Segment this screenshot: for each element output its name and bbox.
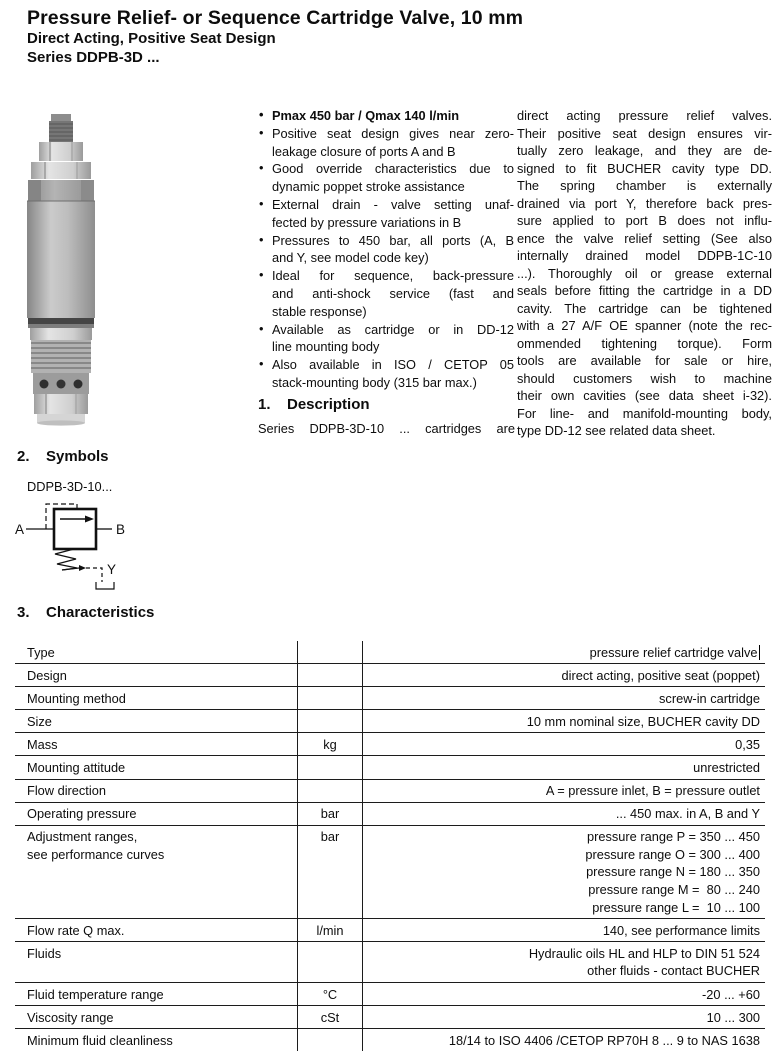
row-unit (297, 710, 363, 732)
text-line: Mounting method (27, 690, 126, 706)
row-value (363, 1006, 765, 1028)
section-title: Characteristics (46, 604, 155, 621)
symbols-heading (17, 448, 109, 465)
row-label (15, 733, 297, 755)
text-line: direct acting pressure relief valves. (517, 108, 772, 123)
text-line: 0,35 (735, 736, 760, 752)
page-subtitle: Direct Acting, Positive Seat Design (27, 30, 276, 47)
row-value (363, 942, 765, 982)
text-line: stack-mounting body (315 bar max.) (272, 374, 477, 390)
row-label (15, 803, 297, 825)
characteristics-table (15, 641, 765, 1051)
row-label (15, 826, 297, 918)
text-line: Flow rate Q max. (27, 922, 125, 938)
description-col2 (517, 107, 772, 440)
text-line: with a 27 A/F OE spanner (note the rec- (517, 318, 772, 333)
feature-bullet (258, 107, 514, 125)
row-label (15, 664, 297, 686)
text-line: other fluids - contact BUCHER (587, 963, 760, 979)
text-line: • Good override characteristics due to (272, 161, 514, 177)
table-row (15, 982, 765, 1005)
row-unit (297, 641, 363, 663)
table-row (15, 663, 765, 686)
feature-bullet (258, 356, 514, 392)
text-line: ...). Thoroughly oil or grease external (517, 265, 772, 281)
feature-bullet (258, 125, 514, 161)
text-line: seals before fitting the cartridge in a DD (517, 283, 772, 298)
text-line: • Ideal for sequence, back-pressure (272, 268, 514, 284)
row-unit: kg (297, 733, 363, 755)
cartridge-valve-illustration (26, 112, 98, 426)
section-number: 3. (17, 604, 30, 621)
text-line: Mounting attitude (27, 759, 126, 775)
text-line: A = pressure inlet, B = pressure outlet (545, 783, 760, 799)
text-line: 18/14 to ISO 4406 /CETOP RP70H 8 ... 9 to NAS 1638 (448, 1032, 760, 1048)
row-unit: bar (297, 803, 363, 825)
text-line: tually zero leakage, and they are de- (517, 143, 772, 158)
row-label (15, 1006, 297, 1028)
row-label (15, 687, 297, 709)
row-label (15, 756, 297, 778)
text-line: direct acting, positive seat (poppet) (561, 667, 760, 683)
text-line: Fluid temperature range (27, 986, 164, 1002)
row-label (15, 710, 297, 732)
text-line: signed to fit BUCHER cavity type DD. (517, 160, 772, 176)
row-unit (297, 664, 363, 686)
text-line: 140, see performance limits (602, 922, 760, 938)
port-a-label: A (15, 522, 25, 537)
table-row (15, 709, 765, 732)
page-title: Pressure Relief- or Sequence Cartridge Valve, 10 mm (27, 7, 524, 29)
row-label (15, 942, 297, 982)
characteristics-heading (17, 604, 154, 621)
row-value (363, 664, 765, 686)
feature-bullet (258, 232, 514, 268)
table-row (15, 802, 765, 825)
row-value (363, 919, 765, 941)
section-title: Description (287, 396, 370, 413)
feature-bullet (258, 160, 514, 196)
row-label (15, 641, 297, 663)
row-value (363, 641, 765, 663)
text-line: stable response) (272, 303, 367, 319)
text-line: ... 450 max. in A, B and Y (615, 806, 760, 822)
text-line: Hydraulic oils HL and HLP to DIN 51 524 (528, 945, 760, 961)
table-row (15, 941, 765, 982)
text-line: pressure relief cartridge valve (363, 644, 760, 662)
text-line: • Pressures to 450 bar, all ports (A, B (272, 232, 514, 248)
port-b-label: B (116, 522, 126, 537)
text-line: internally drained model DDPB-1C-10 (517, 248, 772, 263)
text-line: Fluids (27, 945, 62, 961)
text-line: ommended tightening torque). Form (517, 335, 772, 351)
text-line: Design (27, 667, 67, 683)
text-line: leakage closure of ports A and B (272, 143, 456, 159)
table-row (15, 918, 765, 941)
hydraulic-symbol-drawing (14, 498, 139, 593)
text-line: dynamic poppet stroke assistance (272, 179, 465, 195)
table-row (15, 755, 765, 778)
table-row (15, 825, 765, 918)
text-line: Size (27, 713, 52, 729)
section-title: Symbols (46, 448, 109, 465)
page-header (27, 6, 523, 67)
text-line: 10 ... 300 (706, 1009, 760, 1025)
series-label: Series DDPB-3D ... (27, 48, 160, 66)
feature-bullet (258, 267, 514, 320)
text-line: unrestricted (693, 759, 760, 775)
text-line: • External drain - valve setting unaf- (272, 196, 514, 212)
section-number: 2. (17, 448, 30, 465)
row-label (15, 919, 297, 941)
row-label (15, 1029, 297, 1051)
text-line: Mass (27, 736, 58, 752)
table-row (15, 686, 765, 709)
spring-arrowhead (79, 565, 86, 571)
row-value (363, 983, 765, 1005)
text-line: Viscosity range (27, 1009, 114, 1025)
text-line: fected by pressure variations in B (272, 214, 462, 230)
feature-bullet (258, 196, 514, 232)
text-line: see performance curves (27, 846, 165, 862)
text-line: -20 ... +60 (702, 986, 760, 1002)
row-unit (297, 780, 363, 802)
row-value (363, 756, 765, 778)
text-line: pressure range O = 300 ... 400 (585, 846, 760, 862)
hydraulic-symbol (14, 498, 139, 598)
text-line: Adjustment ranges, (27, 829, 138, 845)
table-row (15, 1005, 765, 1028)
table-row (15, 1028, 765, 1051)
text-line: • Pmax 450 bar / Qmax 140 l/min (272, 108, 460, 123)
row-value (363, 1029, 765, 1051)
row-unit (297, 942, 363, 982)
description-heading (258, 396, 370, 413)
table-row (15, 641, 765, 663)
section-number: 1. (258, 396, 271, 413)
text-line: The spring chamber is externally (517, 178, 772, 193)
text-line: • Also available in ISO / CETOP 05 (272, 357, 514, 373)
row-unit: cSt (297, 1006, 363, 1028)
feature-bullet-list (258, 107, 514, 392)
row-label (15, 780, 297, 802)
row-unit (297, 687, 363, 709)
text-line: sure applied to port B does not influ- (517, 213, 772, 228)
text-line: tools are available for sale or hire, (517, 353, 772, 368)
feature-bullet (258, 321, 514, 357)
text-line: Their positive seat design ensures vir- (517, 125, 772, 141)
flow-arrowhead (85, 516, 94, 523)
row-value (363, 780, 765, 802)
text-line: Flow direction (27, 783, 106, 799)
text-line: line mounting body (272, 339, 380, 355)
text-line: Minimum fluid cleanliness (27, 1032, 173, 1048)
text-cursor (759, 645, 761, 660)
text-line: cavity. The cartridge can be tightened (517, 300, 772, 316)
text-line: type DD-12 see related data sheet. (517, 423, 716, 438)
text-line: ence the valve relief setting (See also (517, 230, 772, 246)
row-label (15, 983, 297, 1005)
table-row (15, 732, 765, 755)
text-line: pressure range M = 80 ... 240 (588, 882, 760, 898)
text-line: their own cavities (see data sheet i-32). (517, 388, 772, 403)
table-row (15, 779, 765, 802)
text-line: • Positive seat design gives near zero- (272, 125, 514, 141)
row-unit: l/min (297, 919, 363, 941)
row-unit (297, 1029, 363, 1051)
row-unit: °C (297, 983, 363, 1005)
text-line: pressure range N = 180 ... 350 (586, 864, 760, 880)
text-line: drained via port Y, therefore back pres- (517, 195, 772, 211)
valve-photo (26, 112, 98, 426)
row-value (363, 826, 765, 918)
symbol-variant-label: DDPB-3D-10... (27, 479, 113, 494)
text-line: pressure range L = 10 ... 100 (592, 899, 760, 915)
text-line: and Y, see model code key) (272, 250, 429, 266)
row-unit (297, 756, 363, 778)
row-value (363, 687, 765, 709)
row-unit: bar (297, 826, 363, 918)
text-line: Operating pressure (27, 806, 137, 822)
text-line: 10 mm nominal size, BUCHER cavity DD (526, 713, 760, 729)
port-y-label: Y (107, 562, 117, 577)
text-line: screw-in cartridge (659, 690, 760, 706)
row-value (363, 710, 765, 732)
text-line: pressure range P = 350 ... 450 (587, 829, 760, 845)
text-line: Series DDPB-3D-10 ... cartridges are (258, 421, 515, 436)
text-line: Type (27, 644, 55, 660)
description-col1 (258, 420, 515, 438)
text-line: • Available as cartridge or in DD-12 (272, 321, 514, 337)
text-line: For line- and manifold-mounting body, (517, 405, 772, 421)
row-value (363, 733, 765, 755)
text-line: and anti-shock service (fast and (272, 285, 514, 301)
row-value (363, 803, 765, 825)
text-line: should customers wish to machine (517, 370, 772, 386)
